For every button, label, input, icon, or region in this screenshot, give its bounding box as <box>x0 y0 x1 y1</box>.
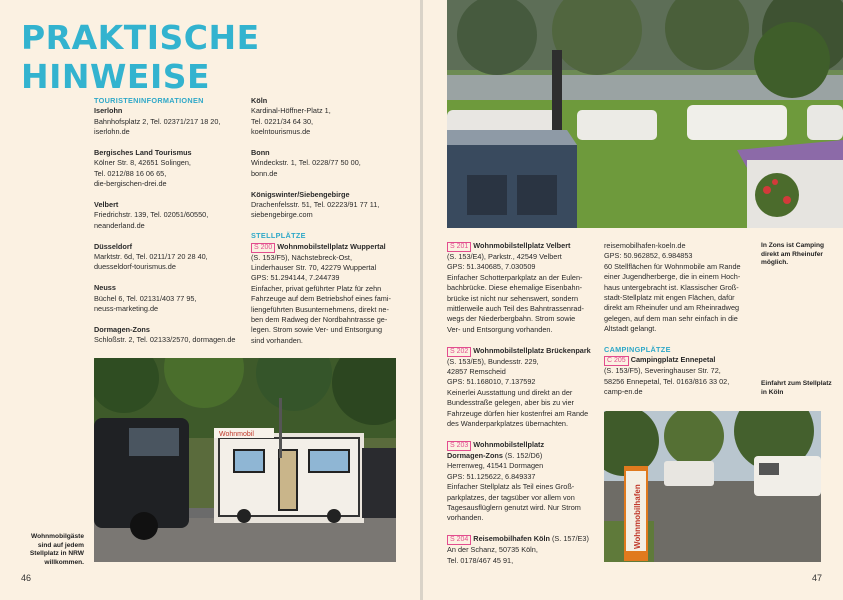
stellplatz-list <box>447 241 599 566</box>
info-entry <box>251 148 411 179</box>
entry-title: Wohnmobilstellplatz Brückenpark <box>473 345 591 355</box>
text-line: Kölner Str. 8, 42651 Solingen, <box>94 158 191 168</box>
entry-title: Campingplatz Ennepetal <box>630 355 716 365</box>
info-entry <box>251 190 411 221</box>
entry-tag: S 204 <box>447 535 471 545</box>
entry-title: Wohnmobilstellplatz <box>473 439 545 449</box>
section-heading-campingplaetze: CAMPINGPLÄTZE <box>604 345 671 355</box>
tourist-info-column <box>94 96 244 356</box>
info-entry <box>94 325 244 346</box>
text-line: Bahnhofsplatz 2, Tel. 02371/217 18 20, <box>94 116 221 126</box>
tourist-info-list-2 <box>251 96 411 221</box>
text-line: die-bergischen-drei.de <box>94 179 167 189</box>
text-line: 60 Stellflächen für Wohnmobile am Rande <box>604 261 741 271</box>
photo-sign-text: Wohnmobil <box>219 431 254 438</box>
text-line: Tel. 0178/467 45 91, <box>447 555 514 565</box>
text-line: vorhanden. <box>447 513 484 523</box>
text-line: GPS: 51.340685, 7.030509 <box>447 262 536 272</box>
entry-ref: (S. 152/D6) <box>502 450 543 460</box>
text-line: des Wanderparkplatzes übernachten. <box>447 419 569 429</box>
text-line: liengeführten Busunternehmens, direkt ne- <box>251 304 389 314</box>
text-line: Schloßstr. 2, Tel. 02133/2570, dormagen.de <box>94 335 236 345</box>
entry-continuation <box>604 241 756 335</box>
text-line: haus untergebracht ist. Klassischer Groß- <box>604 282 739 292</box>
section-heading-touristeninformationen: TOURISTENINFORMATIONEN <box>94 96 204 105</box>
text-line: (S. 153/E4), Parkstr., 42549 Velbert <box>447 252 562 261</box>
page-number: 47 <box>811 573 822 583</box>
text-line: neanderland.de <box>94 220 145 230</box>
entry-tag: S 203 <box>447 441 471 451</box>
text-line: Kardinal-Höffner-Platz 1, <box>251 106 331 116</box>
stellplatz-entry <box>251 242 411 347</box>
text-line: brücke ist nicht nur sehenswert, sondern <box>447 293 579 303</box>
photo-camper-stellplatz <box>94 358 396 562</box>
text-line: 58256 Ennepetal, Tel. 0163/816 33 02, <box>604 376 730 386</box>
text-line: camp-en.de <box>604 387 643 397</box>
entry-name: Königswinter/Siebengebirge <box>251 189 350 199</box>
text-line: Windeckstr. 1, Tel. 0228/77 50 00, <box>251 158 361 168</box>
text-line: legen. Strom sowie Ver- und Entsorgung <box>251 325 383 335</box>
text-line: Büchel 6, Tel. 02131/403 77 95, <box>94 293 197 303</box>
info-entry <box>94 106 244 137</box>
text-line: Einfacher Schotterparkplatz an der Eulen- <box>447 272 583 282</box>
text-line: GPS: 51.168010, 7.137592 <box>447 377 536 387</box>
text-line: Tagesausflüglern genutzt wird. Nur Strom <box>447 502 581 512</box>
text-line: Einfacher, privat geführter Platz für zehn <box>251 283 382 293</box>
entry-text-continued <box>604 241 756 335</box>
text-line: mittlerweile auch Teil des Bahntrassenrad- <box>447 304 584 314</box>
entry-title: Wohnmobilstellplatz Velbert <box>473 241 571 250</box>
text-line: duesseldorf-tourismus.de <box>94 262 176 272</box>
entry-name: Bonn <box>251 148 270 158</box>
entry-title: Wohnmobilstellplatz Wuppertal <box>277 241 386 251</box>
text-line: Drachenfelsstr. 51, Tel. 02223/91 77 11, <box>251 200 380 210</box>
text-line: Fahrzeuge dürfen hier kostenfrei am Rande <box>447 408 589 418</box>
entry-text <box>251 253 411 347</box>
stellplatz-entry <box>447 440 599 524</box>
text-line: GPS: 50.962852, 6.984853 <box>604 251 693 261</box>
text-line: sind vorhanden. <box>251 335 303 345</box>
text-line: (S. 153/E5), Bundesstr. 229, <box>447 356 539 366</box>
text-line: Tel. 0221/34 64 30, <box>251 116 314 126</box>
entry-name: Dormagen-Zons <box>94 324 150 334</box>
page-title: PRAKTISCHE HINWEISE <box>21 18 260 96</box>
stellplatz-entry <box>447 241 599 335</box>
text-line: 42857 Remscheid <box>447 367 506 377</box>
photo-caption-bottom: Einfahrt zum Stellplatz in Köln <box>761 380 832 396</box>
text-line: An der Schanz, 50735 Köln, <box>447 545 538 555</box>
section-heading-stellplaetze: STELLPLÄTZE <box>251 231 306 241</box>
text-line: koelntourismus.de <box>251 127 311 137</box>
camping-entry <box>604 355 756 397</box>
entry-title-line-2 <box>447 451 599 461</box>
info-entry <box>251 96 411 138</box>
text-line: parkplatzes, der tagsüber vor allem von <box>447 492 575 502</box>
left-page <box>0 0 420 600</box>
info-entry <box>94 283 244 314</box>
text-line: iserlohn.de <box>94 127 130 137</box>
text-line: Tel. 0212/88 16 06 65, <box>94 168 167 178</box>
entry-title: Dormagen-Zons <box>447 450 503 460</box>
text-line: neuss-marketing.de <box>94 304 159 314</box>
text-line: Ver- und Entsorgung vorhanden. <box>447 324 553 334</box>
entry-tag: C 205 <box>604 356 629 366</box>
text-line: Friedrichstr. 139, Tel. 02051/60550, <box>94 210 209 220</box>
text-line: GPS: 51.294144, 7.244739 <box>251 273 340 283</box>
entry-name: Iserlohn <box>94 106 123 116</box>
text-line: bachbrücke. Diese ehemalige Eisenbahn- <box>447 283 583 293</box>
text-line: einer Jugendherberge, die in einem Hoch- <box>604 272 741 282</box>
photo-caption-top: In Zons ist Camping direkt am Rheinufer möglich. <box>761 242 825 267</box>
text-line: Einfacher Stellplatz als Teil eines Groß- <box>447 482 575 492</box>
entry-name: Düsseldorf <box>94 241 133 251</box>
info-entry <box>94 200 244 231</box>
photo-einfahrt-koeln <box>604 411 821 562</box>
entry-name: Velbert <box>94 200 119 210</box>
entry-tag: S 202 <box>447 347 471 357</box>
text-line: wegs der Niederbergbahn. Strom sowie <box>447 314 576 324</box>
entry-tag: S 201 <box>447 242 471 252</box>
right-page <box>423 0 843 600</box>
text-line: reisemobilhafen-koeln.de <box>604 241 686 250</box>
entry-name: Bergisches Land Tourismus <box>94 148 192 158</box>
entry-text <box>604 366 756 397</box>
text-line: Altstadt gelangt. <box>604 324 657 334</box>
text-line: Keinerlei Ausstattung und direkt an der <box>447 387 573 397</box>
text-line: Bundesstraße gelegen, aber bis zu vier <box>447 398 574 408</box>
entry-tag: S 200 <box>251 243 275 253</box>
entry-title: Reisemobilhafen Köln <box>473 534 550 544</box>
stellplatz-entry <box>447 346 599 430</box>
text-line: gelegen, auf dem man sehr einfach in die <box>604 313 738 323</box>
text-line: Herrenweg, 41541 Dormagen <box>447 461 544 471</box>
photo-campsite-rhein <box>447 0 843 228</box>
text-line: siebengebirge.com <box>251 210 313 220</box>
text-line: Linderhauser Str. 70, 42279 Wuppertal <box>251 263 377 273</box>
info-entry <box>94 148 244 190</box>
stellplatz-entry <box>447 534 599 566</box>
text-line: (S. 153/F5), Nächstebreck-Ost, <box>251 252 352 262</box>
text-line: ben dem Radweg der Nordbahntrasse ge- <box>251 315 388 325</box>
tourist-info-list <box>94 106 244 345</box>
photo-caption: Wohnmobilgäste sind auf jedem Stellplatz in NRW willkommen. <box>29 533 84 566</box>
text-line: direkt am Rheinufer und am Rheinradweg <box>604 303 740 313</box>
info-entry <box>94 242 244 273</box>
text-line: stadt-Stellplatz mit engen Flächen, dafür <box>604 293 735 303</box>
tourist-info-column-2 <box>251 96 411 346</box>
entry-name: Köln <box>251 96 268 105</box>
stellplatz-column-2 <box>604 241 756 398</box>
entry-ref: (S. 157/E3) <box>549 534 589 544</box>
entry-name: Neuss <box>94 283 116 293</box>
text-line: Marktstr. 6d, Tel. 0211/17 20 28 40, <box>94 252 208 262</box>
text-line: bonn.de <box>251 168 278 178</box>
text-line: Fahrzeuge auf dem Betriebshof eines fami- <box>251 294 391 304</box>
photo-sign-text: Wohnmobilhafen <box>633 484 642 549</box>
page-number: 46 <box>21 573 32 583</box>
stellplatz-column <box>447 241 599 576</box>
text-line: (S. 153/F5), Severinghauser Str. 72, <box>604 366 721 376</box>
text-line: GPS: 51.125622, 6.849337 <box>447 471 536 481</box>
